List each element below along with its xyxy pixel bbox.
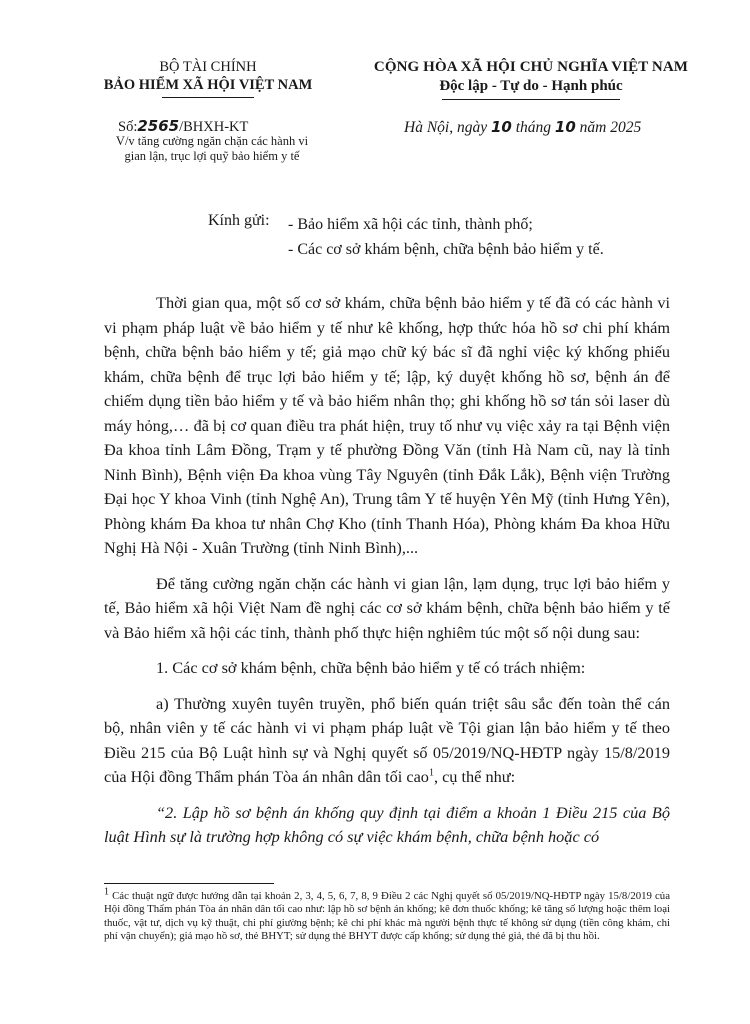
nation-title: CỘNG HÒA XÃ HỘI CHỦ NGHĨA VIỆT NAM xyxy=(373,59,689,75)
footnote-text: Các thuật ngữ được hướng dẫn tại khoản 2, 3, 4, 5, 6, 7, 8, 9 Điều 2 các Nghị quyết số 05/2019/NQ-HĐTP ngày 15/8/2019 của Hội đồng Thẩm phán Tòa án nhân dân tối cao như: lập hồ sơ bệnh án khống; kê đơn thuốc khống; kê tăng số lượng hoặc thêm loại thuốc, vật tư, dịch vụ kỹ thuật, chi phí giường bệnh; kê chi phí khác mà người bệnh thực tế không sử dụng (tiền công khám, chi phí vận chuyển); giả mạo hồ sơ, thẻ BHYT; sử dụng thẻ BHYT được cấp khống; sử dụng thẻ giả, thẻ đã bị thu hồi. xyxy=(104,890,670,942)
footnote-reference[interactable]: 1 xyxy=(428,767,434,779)
footnote-marker: 1 xyxy=(104,886,109,898)
footnote-separator xyxy=(104,883,274,884)
agency-underline xyxy=(162,97,254,98)
recipients-list xyxy=(288,212,604,262)
agency-name: BẢO HIỂM XÃ HỘI VIỆT NAM xyxy=(103,77,313,93)
issuing-agency-block xyxy=(88,58,328,98)
doc-number-suffix: /BHXH-KT xyxy=(179,119,249,135)
subject-line-1: V/v tăng cường ngăn chặn các hành vi xyxy=(115,134,309,148)
document-subject xyxy=(92,134,332,164)
item-a-tail: , cụ thể như: xyxy=(433,767,516,786)
footnote xyxy=(104,886,670,943)
paragraph-background: Thời gian qua, một số cơ sở khám, chữa bệnh bảo hiểm y tế đã có các hành vi vi phạm pháp luật về bảo hiểm y tế như kê khống, hợp thức hóa hồ sơ chi phí khám bệnh, chữa bệnh bảo hiểm y tế; giả mạo chữ ký bác sĩ đã nghỉ việc ký khống phiếu khám, chữa bệnh để trục lợi bảo hiểm y tế; lập, ký duyệt khống hồ sơ, bệnh án để chiếm dụng tiền bảo hiểm y tế và bảo hiểm nhân thọ; ghi khống hồ sơ tán sỏi laser dù máy hỏng,… đã bị cơ quan điều tra phát hiện, truy tố như vụ việc xảy ra tại Bệnh viện Đa khoa tỉnh Lâm Đồng, Trạm y tế phường Đồng Văn (tỉnh Hà Nam cũ, nay là tỉnh Ninh Bình), Bệnh viện Đa khoa vùng Tây Nguyên (tỉnh Đắk Lắk), Bệnh viện Trường Đại học Y khoa Vinh (tỉnh Nghệ An), Trung tâm Y tế huyện Yên Mỹ (tỉnh Hưng Yên), Phòng khám Đa khoa tư nhân Chợ Kho (tỉnh Thanh Hóa), Phòng khám Đa khoa Hữu Nghị Hà Nội - Xuân Trường (tỉnh Ninh Bình),... xyxy=(104,293,670,557)
paragraph-section-1: 1. Các cơ sở khám bệnh, chữa bệnh bảo hiểm y tế có trách nhiệm: xyxy=(156,658,586,677)
subject-line-2: gian lận, trục lợi quỹ bảo hiểm y tế xyxy=(124,149,300,163)
motto-underline xyxy=(442,99,620,100)
national-title-block xyxy=(346,58,716,100)
place-date-prefix: Hà Nội, ngày xyxy=(404,119,488,136)
year-label: năm 2025 xyxy=(579,119,642,136)
recipient-item: - Bảo hiểm xã hội các tỉnh, thành phố; xyxy=(288,216,533,233)
ministry-name: BỘ TÀI CHÍNH xyxy=(159,59,257,75)
paragraph-item-a xyxy=(104,692,670,790)
item-a-text: a) Thường xuyên tuyên truyền, phổ biến quán triệt sâu sắc đến toàn thể cán bộ, nhân viên y tế các hành vi vi phạm pháp luật về Tội gian lận bảo hiểm y tế theo Điều 215 của Bộ Luật hình sự và Nghị quyết số 05/2019/NQ-HĐTP ngày 15/8/2019 của Hội đồng Thẩm phán Tòa án nhân dân tối cao xyxy=(104,693,670,786)
paragraph-request: Để tăng cường ngăn chặn các hành vi gian lận, lạm dụng, trục lợi bảo hiểm y tế, Bảo hiểm xã hội Việt Nam đề nghị các cơ sở khám bệnh, chữa bệnh bảo hiểm y tế và Bảo hiểm xã hội các tỉnh, thành phố thực hiện nghiêm túc một số nội dung sau: xyxy=(104,573,670,642)
handwritten-day: 10 xyxy=(490,118,512,136)
doc-number-prefix: Số: xyxy=(118,119,138,135)
handwritten-month: 10 xyxy=(554,118,576,136)
recipient-item: - Các cơ sở khám bệnh, chữa bệnh bảo hiểm y tế. xyxy=(288,241,604,258)
paragraph-quote: “2. Lập hồ sơ bệnh án khống quy định tại điểm a khoản 1 Điều 215 của Bộ luật Hình sự là trường hợp không có sự việc khám bệnh, chữa bệnh hoặc có xyxy=(104,802,670,846)
letter-body xyxy=(104,291,670,850)
place-and-date xyxy=(404,118,641,137)
doc-number-handwritten: 2565 xyxy=(137,117,180,135)
national-motto: Độc lập - Tự do - Hạnh phúc xyxy=(439,78,623,94)
month-label: tháng xyxy=(515,119,552,136)
recipients-label: Kính gửi: xyxy=(208,212,270,229)
